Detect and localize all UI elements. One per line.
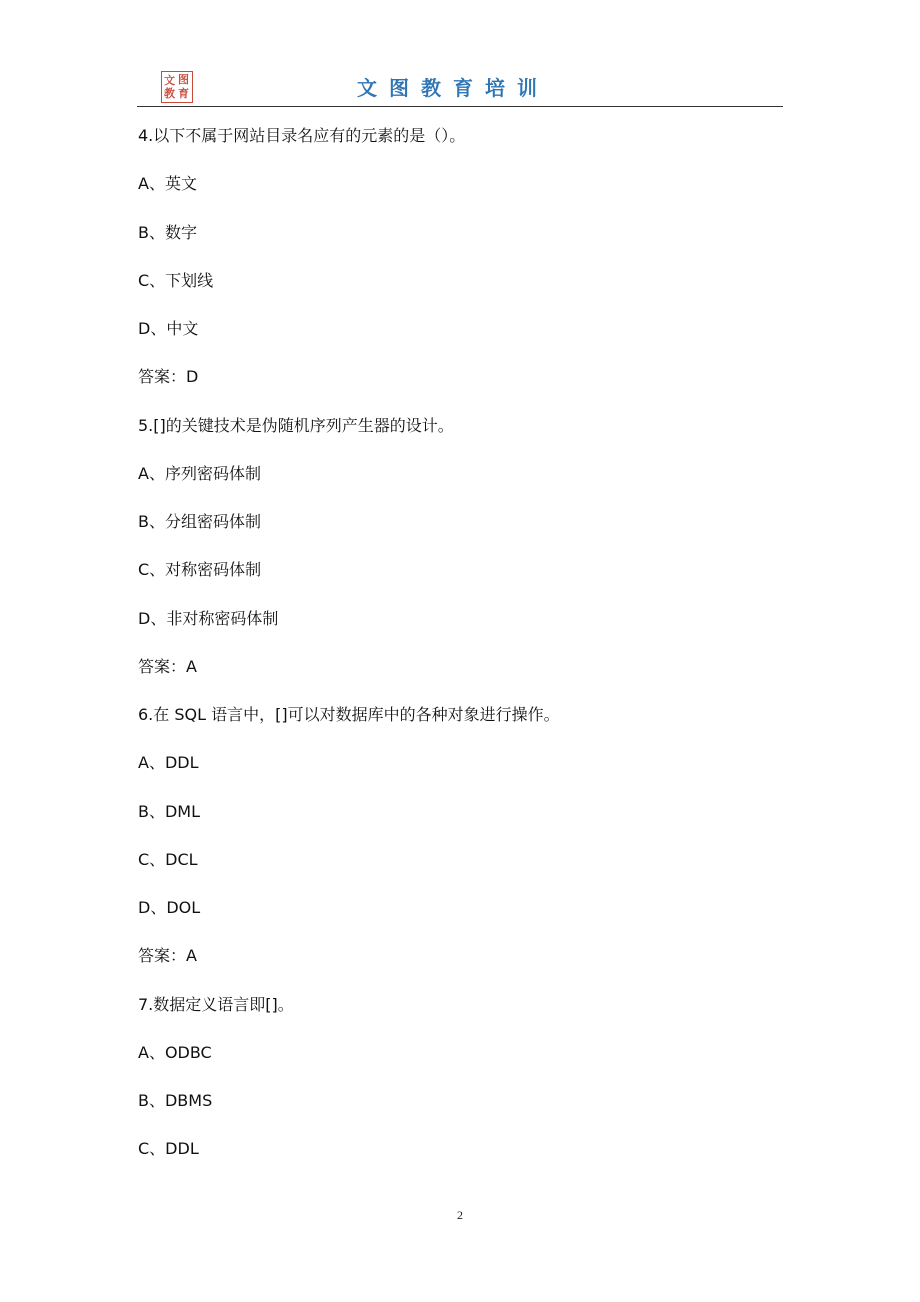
option-text: C、对称密码体制: [138, 560, 262, 580]
answer-text: 答案：A: [138, 946, 197, 966]
logo-char: 教: [164, 87, 175, 100]
header-divider: [137, 106, 783, 107]
header-title: 文图教育培训: [357, 76, 549, 100]
logo-stamp: [161, 71, 193, 103]
option-text: D、DOL: [138, 898, 201, 917]
option-text: B、DBMS: [138, 1091, 213, 1110]
option-text: C、DCL: [138, 849, 198, 869]
option-text: B、分组密码体制: [138, 512, 261, 531]
option-text: C、下划线: [138, 270, 214, 290]
page-header: [137, 66, 783, 108]
question-text: 7.数据定义语言即[]。: [138, 994, 294, 1014]
question-text: 4.以下不属于网站目录名应有的元素的是（）。: [138, 126, 466, 145]
option-text: A、序列密码体制: [138, 463, 261, 483]
logo-char: 文: [164, 74, 175, 87]
document-body: [138, 122, 778, 1184]
option-text: A、英文: [138, 174, 197, 194]
option-text: D、非对称密码体制: [138, 608, 279, 628]
question-text: 6.在 SQL 语言中，[]可以对数据库中的各种对象进行操作。: [138, 705, 560, 724]
option-text: B、数字: [138, 222, 197, 242]
option-text: B、DML: [138, 801, 201, 821]
page-number: 2: [457, 1208, 463, 1222]
question-text: 5.[]的关键技术是伪随机序列产生器的设计。: [138, 415, 454, 435]
option-text: A、DDL: [138, 753, 199, 773]
logo-char: 育: [178, 87, 189, 100]
answer-text: 答案：A: [138, 656, 197, 676]
option-text: A、ODBC: [138, 1042, 212, 1062]
answer-text: 答案：D: [138, 367, 199, 387]
logo-char: 图: [178, 73, 189, 86]
option-text: D、中文: [138, 319, 199, 338]
option-text: C、DDL: [138, 1139, 199, 1159]
